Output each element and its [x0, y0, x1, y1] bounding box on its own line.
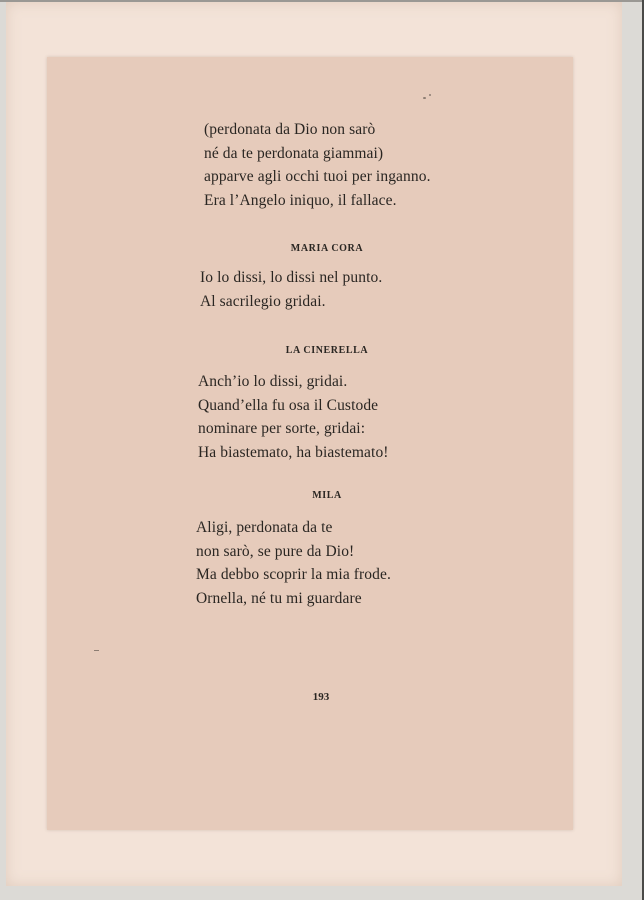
stanza-3 [198, 370, 389, 464]
verse-line: Io lo dissi, lo dissi nel punto. [200, 269, 383, 286]
paper-speck [94, 650, 99, 651]
stanza-1 [204, 118, 431, 212]
verse-line: apparve agli occhi tuoi per inganno. [204, 168, 431, 185]
verse-line: Era l’Angelo iniquo, il fallace. [204, 191, 397, 209]
paper-speck [423, 97, 426, 99]
verse-line: né da te perdonata giammai) [204, 144, 384, 162]
page-number: 193 [312, 691, 330, 703]
verse-line: Al sacrilegio gridai. [200, 292, 326, 310]
stanza-2 [200, 266, 382, 313]
speaker-mila: MILA [312, 490, 342, 501]
speaker-maria-cora: MARIA CORA [290, 243, 364, 254]
verse-line: nominare per sorte, gridai: [198, 420, 366, 437]
verse-line: Anch’io lo dissi, gridai. [198, 373, 348, 390]
speaker-la-cinerella: LA CINERELLA [285, 345, 369, 356]
verse-line: Ha biastemato, ha biastemato! [198, 443, 389, 461]
verse-line: Ma debbo scoprir la mia frode. [196, 566, 391, 583]
printed-page [47, 57, 573, 830]
verse-line: Aligi, perdonata da te [196, 519, 333, 536]
verse-line: (perdonata da Dio non sarò [204, 121, 376, 138]
verse-line: Ornella, né tu mi guardare [196, 589, 362, 607]
verse-line: Quand’ella fu osa il Custode [198, 396, 379, 414]
paper-speck [429, 94, 431, 96]
verse-line: non sarò, se pure da Dio! [196, 542, 355, 560]
stanza-4 [196, 516, 391, 610]
